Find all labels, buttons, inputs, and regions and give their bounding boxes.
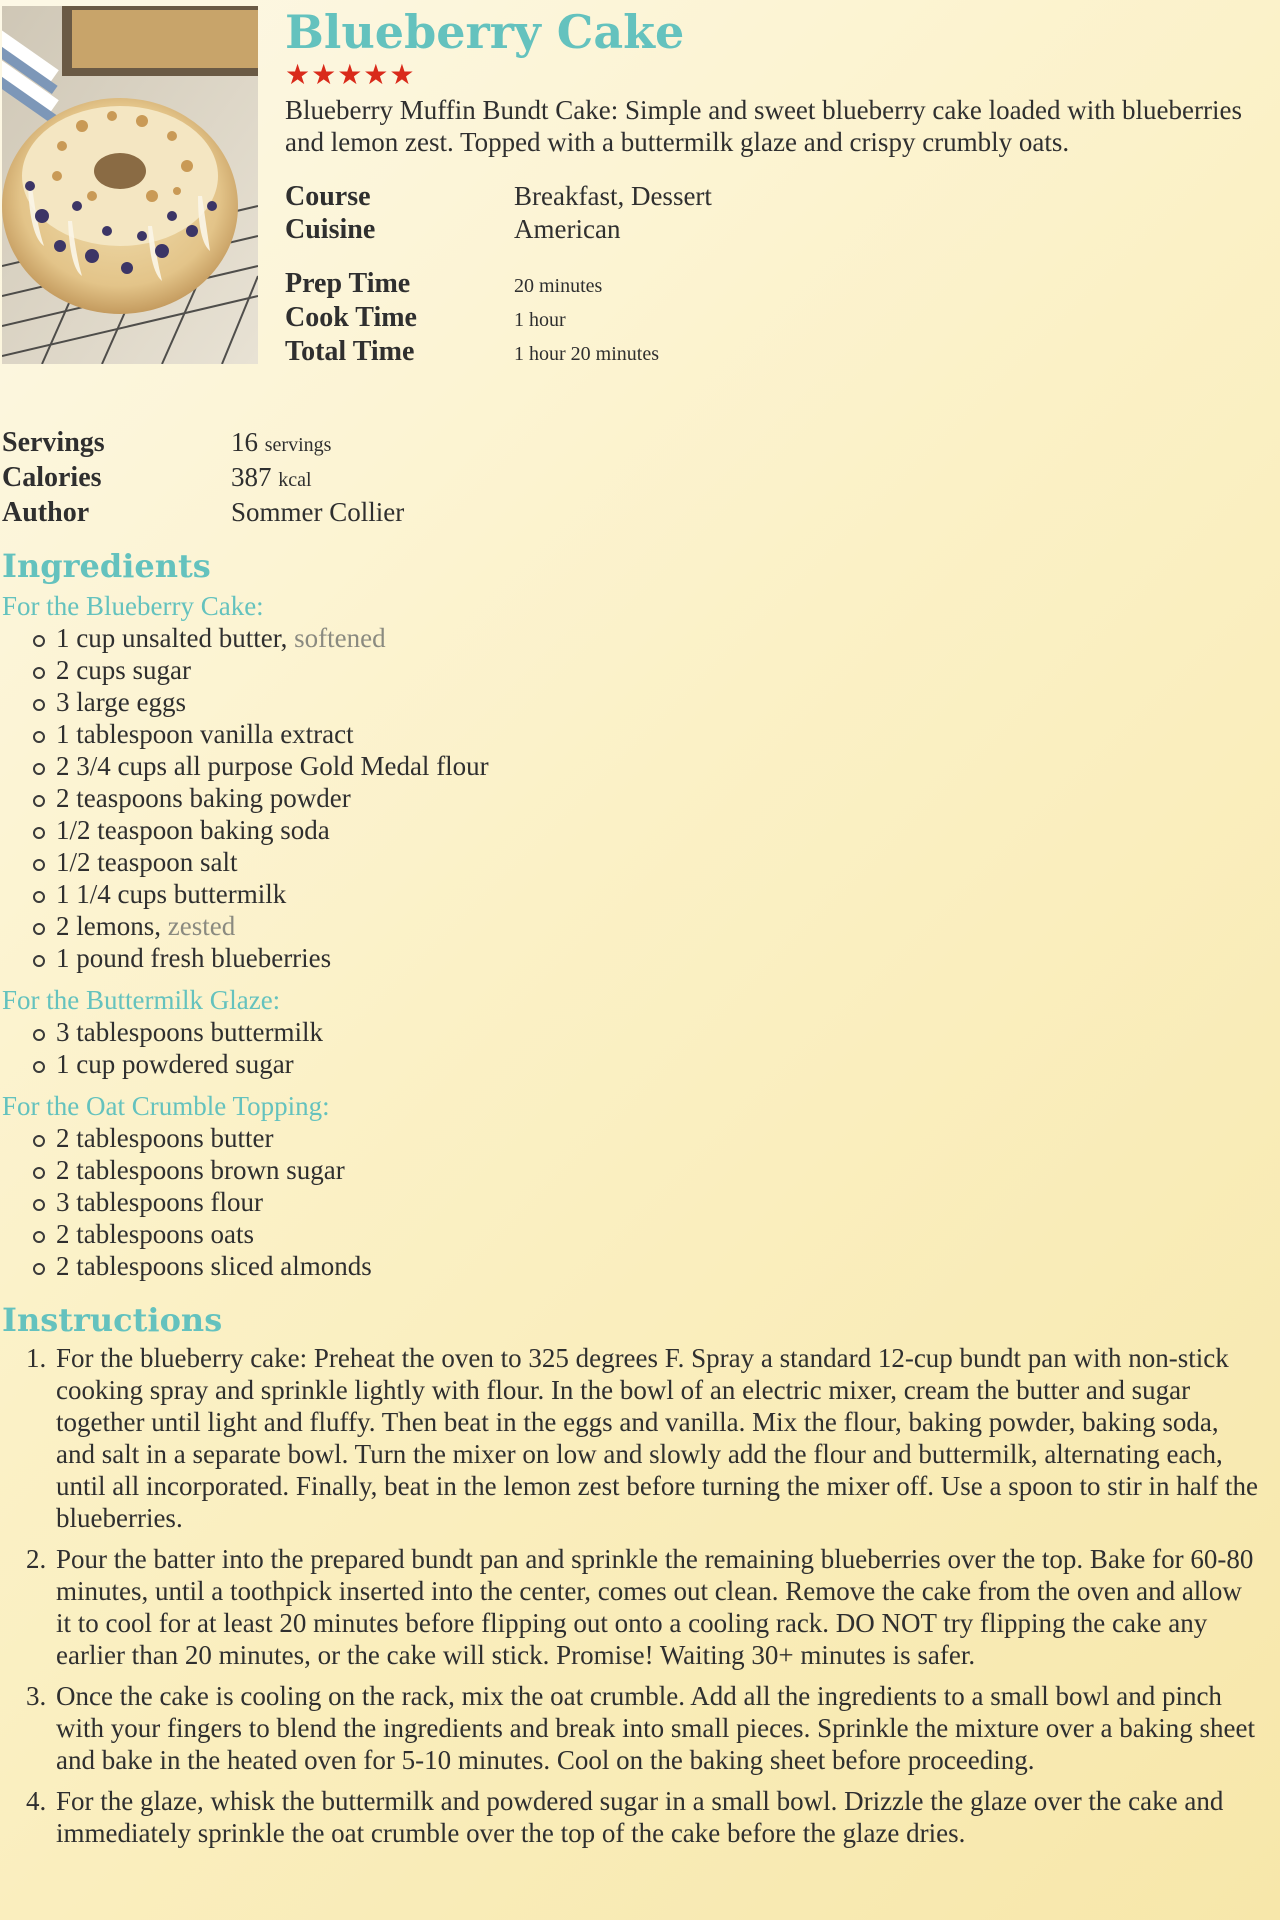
recipe-meta bbox=[285, 180, 712, 370]
meta-servings bbox=[2, 426, 404, 461]
ingredient-item bbox=[30, 750, 1232, 782]
title-block bbox=[285, 0, 1266, 370]
instruction-step bbox=[2, 1680, 1260, 1776]
ingredient-item bbox=[30, 718, 1232, 750]
ingredient-note: softened bbox=[287, 623, 386, 653]
ingredient-item bbox=[30, 878, 1232, 910]
total-time-label: Total Time bbox=[285, 336, 415, 367]
cuisine-value: American bbox=[514, 214, 621, 244]
step-number: 2. bbox=[26, 1544, 47, 1574]
ingredient-item bbox=[30, 654, 1232, 686]
step-text: For the glaze, whisk the buttermilk and powdered sugar in a small bowl. Drizzle the glaze over the cake and immediately sprinkle the oat crumble over the top of the cake before the glaze dries. bbox=[56, 1786, 1224, 1848]
cuisine-label: Cuisine bbox=[285, 214, 376, 245]
ingredient-text: 2 tablespoons butter bbox=[56, 1123, 274, 1153]
meta-calories bbox=[2, 461, 404, 496]
instruction-step bbox=[2, 1543, 1260, 1671]
prep-time-value: 20 minutes bbox=[514, 275, 603, 297]
ingredient-text: 2 teaspoons baking powder bbox=[56, 783, 351, 813]
servings-unit: servings bbox=[264, 434, 332, 456]
cook-time-value: 1 hour bbox=[514, 309, 566, 331]
calories-value bbox=[231, 461, 404, 496]
ingredient-text: 2 tablespoons oats bbox=[56, 1219, 254, 1249]
calories-unit: kcal bbox=[278, 469, 312, 491]
ingredient-list bbox=[2, 1016, 1232, 1080]
ingredient-item bbox=[30, 1122, 1232, 1154]
ingredient-list bbox=[2, 622, 1232, 974]
servings-label: Servings bbox=[2, 427, 105, 458]
instruction-step bbox=[2, 1342, 1260, 1534]
meta-cuisine bbox=[285, 213, 712, 246]
ingredient-text: 1/2 teaspoon baking soda bbox=[56, 815, 330, 845]
instructions-list bbox=[2, 1342, 1262, 1849]
recipe-header bbox=[2, 0, 1266, 528]
ingredient-item bbox=[30, 1154, 1232, 1186]
ingredient-item bbox=[30, 782, 1232, 814]
step-text: Pour the batter into the prepared bundt pan and sprinkle the remaining blueberries over the top. Bake for 60-80 minutes, until a toothpick inserted into the center, comes out clean. Remove the cake from the oven and allow it to cool for at least 20 minutes before flipping out onto a cooling rack. DO NOT try flipping the cake any earlier than 20 minutes, or the cake will stick. Promise! Waiting 30+ minutes is safer. bbox=[56, 1544, 1254, 1670]
calories-number: 387 bbox=[231, 462, 272, 492]
ingredient-item bbox=[30, 1186, 1232, 1218]
ingredient-text: 3 large eggs bbox=[56, 687, 186, 717]
course-label: Course bbox=[285, 181, 371, 212]
ingredient-text: 1 cup powdered sugar bbox=[56, 1049, 294, 1079]
meta-course bbox=[285, 180, 712, 213]
ingredient-group-title: For the Oat Crumble Topping: bbox=[2, 1091, 330, 1121]
calories-label: Calories bbox=[2, 462, 102, 493]
author-label: Author bbox=[2, 497, 90, 528]
recipe-title: Blueberry Cake bbox=[285, 5, 685, 59]
ingredient-text: 2 lemons, bbox=[56, 911, 161, 941]
instructions-heading: Instructions bbox=[2, 1301, 223, 1339]
step-number: 3. bbox=[26, 1681, 47, 1711]
author-value: Sommer Collier bbox=[231, 497, 405, 527]
step-text: Once the cake is cooling on the rack, mix the oat crumble. Add all the ingredients to a small bowl and pinch with your fingers to blend the ingredients and break into small pieces. Sprinkle the mixture over a baking sheet and bake in the heated oven for 5-10 minutes. Cool on the baking sheet before proceeding. bbox=[56, 1681, 1255, 1775]
ingredient-text: 1 pound fresh blueberries bbox=[56, 943, 332, 973]
ingredient-text: 1 1/4 cups buttermilk bbox=[56, 879, 287, 909]
meta-prep-time bbox=[285, 268, 712, 302]
ingredient-item bbox=[30, 942, 1232, 974]
ingredient-text: 2 tablespoons sliced almonds bbox=[56, 1251, 372, 1281]
cook-time-label: Cook Time bbox=[285, 302, 417, 333]
meta-cook-time bbox=[285, 302, 712, 336]
ingredient-item bbox=[30, 622, 1232, 654]
ingredient-item bbox=[30, 814, 1232, 846]
servings-number[interactable]: 16 bbox=[231, 427, 258, 457]
step-number: 4. bbox=[26, 1786, 47, 1816]
instruction-step bbox=[2, 1785, 1260, 1849]
ingredient-list bbox=[2, 1122, 1232, 1282]
meta-gap bbox=[285, 246, 712, 268]
ingredient-text: 3 tablespoons buttermilk bbox=[56, 1017, 323, 1047]
step-number: 1. bbox=[26, 1343, 47, 1373]
ingredient-item bbox=[30, 686, 1232, 718]
prep-time-label: Prep Time bbox=[285, 268, 411, 299]
group-spacer bbox=[2, 974, 1232, 980]
recipe-description: Blueberry Muffin Bundt Cake: Simple and sweet blueberry cake loaded with blueberries and lemon zest. Topped with a buttermilk glaze and crispy crumbly oats. bbox=[285, 95, 1242, 157]
meta-author bbox=[2, 496, 404, 529]
ingredient-item bbox=[30, 910, 1232, 942]
ingredient-group-title: For the Blueberry Cake: bbox=[2, 591, 264, 621]
ingredient-text: 2 3/4 cups all purpose Gold Medal flour bbox=[56, 751, 489, 781]
ingredient-item bbox=[30, 1250, 1232, 1282]
ingredient-item bbox=[30, 1218, 1232, 1250]
total-time-value: 1 hour 20 minutes bbox=[514, 343, 659, 365]
group-spacer bbox=[2, 1282, 1232, 1288]
ingredient-item bbox=[30, 1048, 1232, 1080]
star-rating[interactable]: ★★★★★ bbox=[285, 60, 416, 91]
ingredient-text: 1 cup unsalted butter, bbox=[56, 623, 288, 653]
ingredient-text: 2 tablespoons brown sugar bbox=[56, 1155, 345, 1185]
ingredient-group-title: For the Buttermilk Glaze: bbox=[2, 985, 281, 1015]
servings-value bbox=[231, 426, 404, 461]
ingredient-text: 2 cups sugar bbox=[56, 655, 191, 685]
ingredient-groups bbox=[2, 590, 1232, 1288]
meta-total-time bbox=[285, 336, 712, 370]
ingredient-item bbox=[30, 1016, 1232, 1048]
ingredient-item bbox=[30, 846, 1232, 878]
ingredient-text: 1 tablespoon vanilla extract bbox=[56, 719, 354, 749]
ingredient-note: zested bbox=[161, 911, 236, 941]
ingredient-text: 1/2 teaspoon salt bbox=[56, 847, 238, 877]
group-spacer bbox=[2, 1080, 1232, 1086]
ingredients-section bbox=[2, 546, 1232, 1288]
step-text: For the blueberry cake: Preheat the oven to 325 degrees F. Spray a standard 12-cup bundt pan with non-stick cooking spray and sprinkle lightly with flour. In the bowl of an electric mixer, cream the butter and sugar together until light and fluffy. Then beat in the eggs and vanilla. Mix the flour, baking powder, baking soda, and salt in a separate bowl. Turn the mixer on low and slowly add the flour and buttermilk, alternating each, until all incorporated. Finally, beat in the lemon zest before turning the mixer off. Use a spoon to stir in half the blueberries. bbox=[56, 1343, 1258, 1533]
ingredient-text: 3 tablespoons flour bbox=[56, 1187, 263, 1217]
ingredients-heading: Ingredients bbox=[2, 547, 211, 585]
course-value: Breakfast, Dessert bbox=[514, 181, 712, 211]
bundt-cake-photo bbox=[2, 6, 258, 364]
recipe-meta-secondary bbox=[2, 426, 404, 529]
instructions-section bbox=[2, 1300, 1262, 1858]
